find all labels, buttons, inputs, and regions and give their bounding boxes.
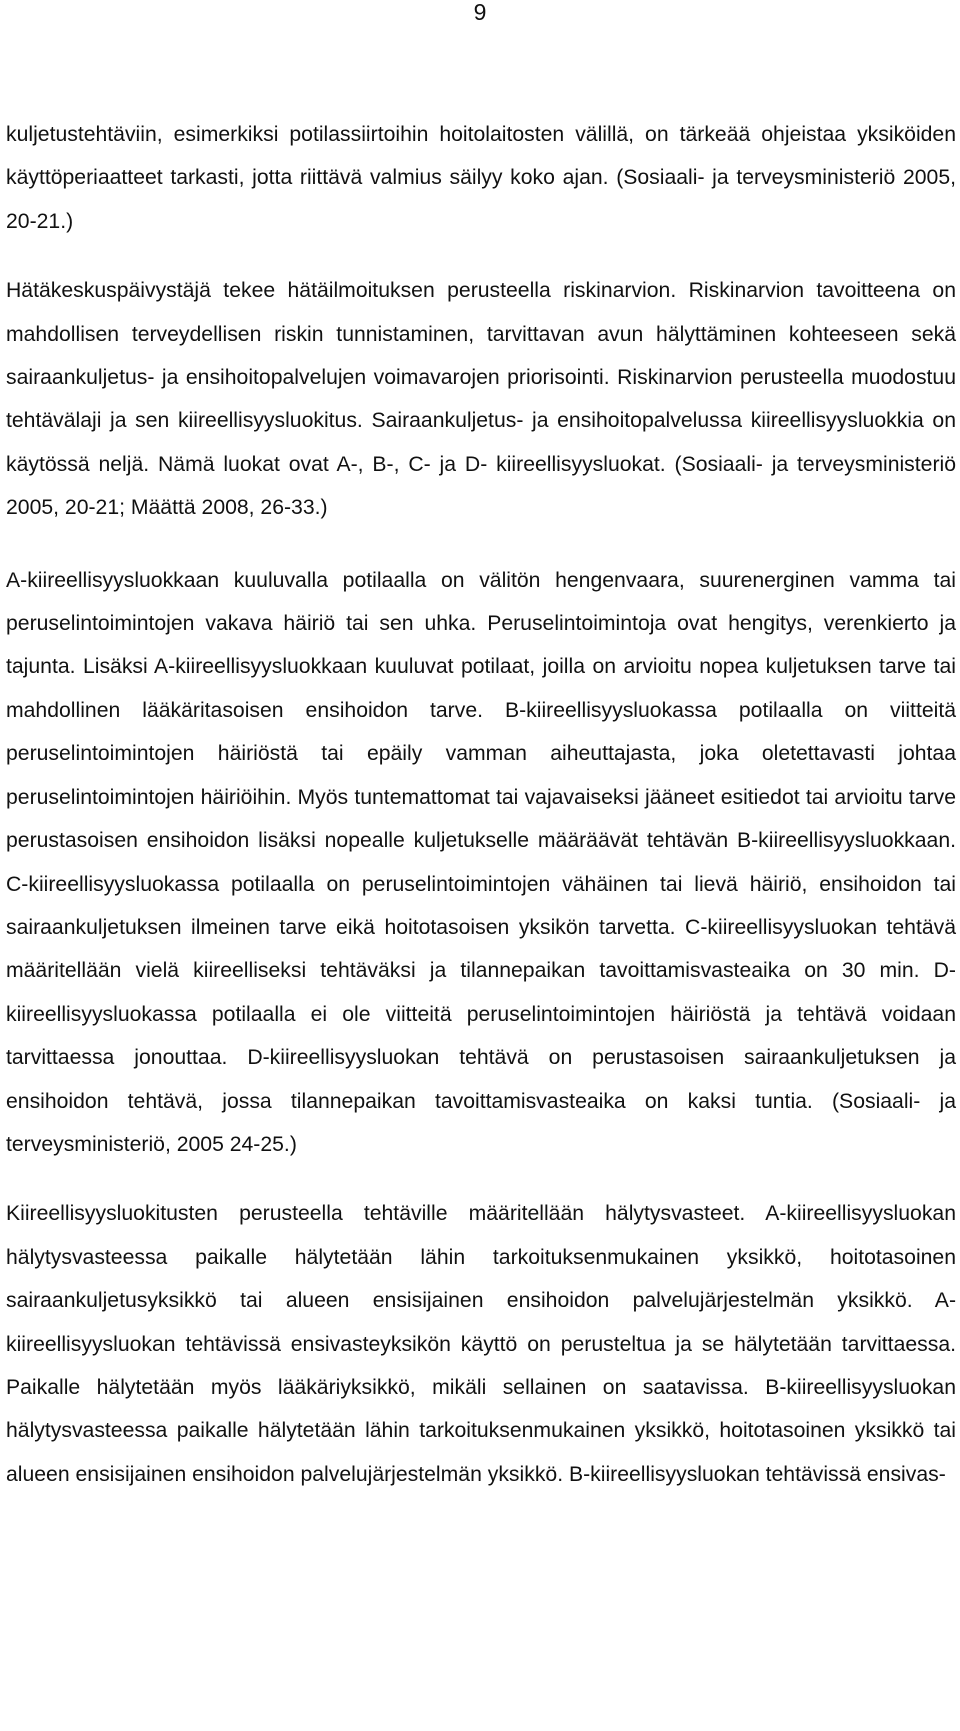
paragraph-3: A-kiireellisyysluokkaan kuuluvalla potilaalla on välitön hengenvaara, suurenerginen vamma tai peruselintoimintojen vakava häiriö tai sen uhka. Peruselintoimintoja ovat hengitys, verenkierto ja tajunta. Lisäksi A-kiireellisyysluokkaan kuuluvat potilaat, joilla on arvioitu nopea kuljetuksen tarve tai mahdollinen lääkäritasoisen ensihoidon tarve. B-kiireellisyysluokassa potilaalla on viitteitä peruselintoimintojen häiriöstä tai epäily vamman aiheuttajasta, joka oletettavasti johtaa peruselintoimintojen häiriöihin. Myös tuntemattomat tai vajavaiseksi jääneet esitiedot tai arvioitu tarve perustasoisen ensihoidon lisäksi nopealle kuljetukselle määräävät tehtävän B-kiireellisyysluokkaan. C-kiireellisyysluokassa potilaalla on peruselintoimintojen vähäinen tai lievä häiriö, ensihoidon tai sairaankuljetuksen ilmeinen tarve eikä hoitotasoisen yksikön tarvetta. C-kiireellisyysluokan tehtävä määritellään vielä kiireelliseksi tehtäväksi ja tilannepaikan tavoittamisvasteaika on 30 min. D-kiireellisyysluokassa potilaalla ei ole viitteitä peruselintoimintojen häiriöstä ja tehtävä voidaan tarvittaessa jonouttaa. D-kiireellisyysluokan tehtävä on perustasoisen sairaankuljetuksen ja ensihoidon tehtävä, jossa tilannepaikan tavoittamisvasteaika on kaksi tuntia. (Sosiaali- ja terveysministeriö, 2005 24-25.) [6,568,956,1156]
paragraph-1: kuljetustehtäviin, esimerkiksi potilassiirtoihin hoitolaitosten välillä, on tärkeää ohjeistaa yksiköiden käyttöperiaatteet tarkasti, jotta riittävä valmius säilyy koko ajan. (Sosiaali- ja terveysministeriö 2005, 20-21.) [6,123,956,233]
page-number: 9 [473,0,487,25]
paragraph-2: Hätäkeskuspäivystäjä tekee hätäilmoituksen perusteella riskinarvion. Riskinarvion tavoitteena on mahdollisen terveydellisen riskin tunnistaminen, tarvittavan avun hälyttäminen kohteeseen sekä sairaankuljetus- ja ensihoitopalvelujen voimavarojen priorisointi. Riskinarvion perusteella muodostuu tehtävälaji ja sen kiireellisyysluokitus. Sairaankuljetus- ja ensihoitopalvelussa kiireellisyysluokkia on käytössä neljä. Nämä luokat ovat A-, B-, C- ja D- kiireellisyysluokat. (Sosiaali- ja terveysministeriö 2005, 20-21; Määttä 2008, 26-33.) [6,279,956,520]
document-body [6,113,956,1496]
paragraph-4: Kiireellisyysluokitusten perusteella tehtäville määritellään hälytysvasteet. A-kiireellisyysluokan hälytysvasteessa paikalle hälytetään lähin tarkoituksenmukainen yksikkö, hoitotasoinen sairaankuljetusyksikkö tai alueen ensisijainen ensihoidon palvelujärjestelmän yksikkö. A-kiireellisyysluokan tehtävissä ensivasteyksikön käyttö on perusteltua ja se hälytetään tarvittaessa. Paikalle hälytetään myös lääkäriyksikkö, mikäli sellainen on saatavissa. B-kiireellisyysluokan hälytysvasteessa paikalle hälytetään lähin tarkoituksenmukainen yksikkö, hoitotasoinen yksikkö tai alueen ensisijainen ensihoidon palvelujärjestelmän yksikkö. B-kiireellisyysluokan tehtävissä ensivas- [6,1202,956,1486]
